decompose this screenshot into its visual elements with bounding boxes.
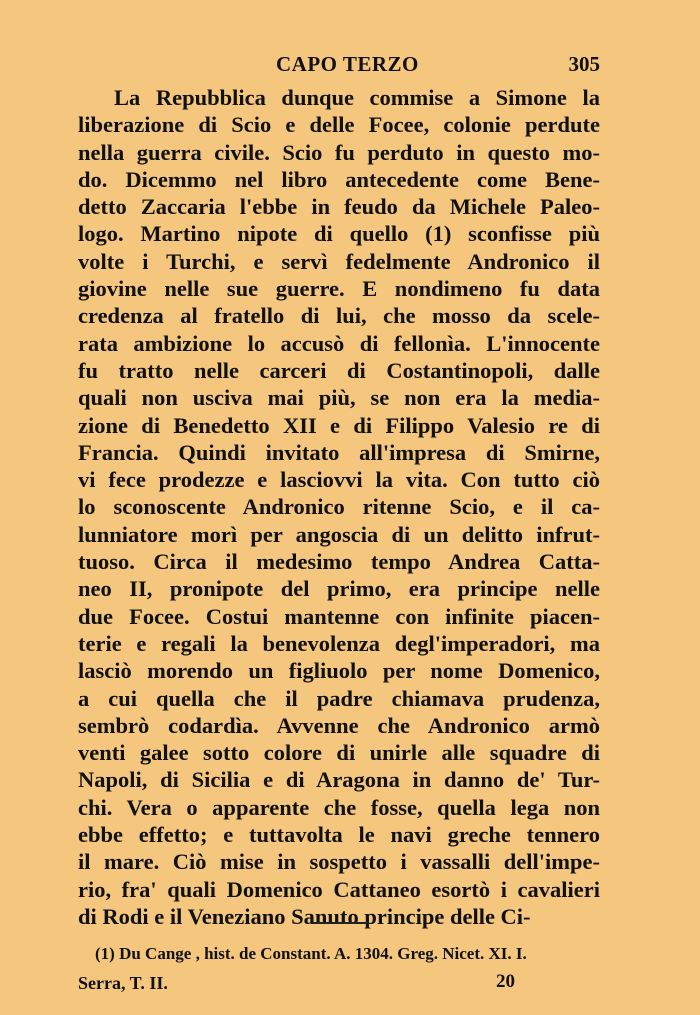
text-line: do. Dicemmo nel libro antecedente come Bene- bbox=[78, 166, 600, 192]
signature-mark: Serra, T. II. bbox=[78, 973, 168, 993]
text-line: Francia. Quindi invitato all'impresa di Smirne, bbox=[78, 439, 600, 465]
text-line: nella guerra civile. Scio fu perduto in questo mo- bbox=[78, 139, 600, 165]
text-line: credenza al fratello di lui, che mosso da scele- bbox=[78, 303, 600, 329]
text-line: rio, fra' quali Domenico Cattaneo esortò i cavalieri bbox=[78, 876, 600, 902]
text-line: ebbe effetto; e tuttavolta le navi greche tennero bbox=[78, 822, 600, 848]
text-line: neo II, pronipote del primo, era principe nelle bbox=[78, 576, 600, 602]
text-line: lo sconoscente Andronico ritenne Scio, e il ca- bbox=[78, 494, 600, 520]
text-line: zione di Benedetto XII e di Filippo Valesio re di bbox=[78, 412, 600, 438]
body-text bbox=[78, 84, 600, 930]
text-line: chi. Vera o apparente che fosse, quella lega non bbox=[78, 794, 600, 820]
text-line: due Focee. Costui mantenne con infinite piacen- bbox=[78, 603, 600, 629]
signature-number: 20 bbox=[496, 971, 515, 992]
text-line: venti galee sotto colore di unirle alle squadre di bbox=[78, 740, 600, 766]
text-line: rata ambizione lo accusò di fellonìa. L'innocente bbox=[78, 330, 600, 356]
text-line: logo. Martino nipote di quello (1) sconfisse più bbox=[78, 221, 600, 247]
text-line: liberazione di Scio e delle Focee, colonie perdute bbox=[78, 112, 600, 138]
text-line: fu tratto nelle carceri di Costantinopoli, dalle bbox=[78, 357, 600, 383]
text-line: sembrò codardìa. Avvenne che Andronico armò bbox=[78, 712, 600, 738]
text-line: tuoso. Circa il medesimo tempo Andrea Catta- bbox=[78, 549, 600, 575]
text-line: vi fece prodezze e lasciovvi la vita. Con tutto ciò bbox=[78, 467, 600, 493]
running-title: CAPO TERZO bbox=[276, 52, 419, 76]
text-line: lasciò morendo un figliuolo per nome Domenico, bbox=[78, 658, 600, 684]
text-line: terie e regali la benevolenza degl'imperadori, ma bbox=[78, 630, 600, 656]
text-line: lunniatore morì per angoscia di un delitto infrut- bbox=[78, 521, 600, 547]
footnote-separator bbox=[313, 922, 369, 924]
running-header bbox=[78, 52, 600, 82]
page-number: 305 bbox=[568, 52, 600, 76]
text-line: detto Zaccaria l'ebbe in feudo da Michele Paleo- bbox=[78, 194, 600, 220]
text-line: di Rodi e il Veneziano Sanuto principe delle Ci- bbox=[78, 903, 531, 929]
text-line: Napoli, di Sicilia e di Aragona in danno de' Tur- bbox=[78, 767, 600, 793]
text-line: a cui quella che il padre chiamava prudenza, bbox=[78, 685, 600, 711]
text-line: volte i Turchi, e servì fedelmente Andronico il bbox=[78, 248, 600, 274]
text-line: La Repubblica dunque commise a Simone la bbox=[114, 85, 600, 110]
footnote: (1) Du Cange , hist. de Constant. A. 1304. Greg. Nicet. XI. I. bbox=[95, 944, 527, 963]
text-line: quali non usciva mai più, se non era la media- bbox=[78, 385, 600, 411]
text-line: il mare. Ciò mise in sospetto i vassalli dell'impe- bbox=[78, 849, 600, 875]
text-line: giovine nelle sue guerre. E nondimeno fu data bbox=[78, 276, 600, 302]
